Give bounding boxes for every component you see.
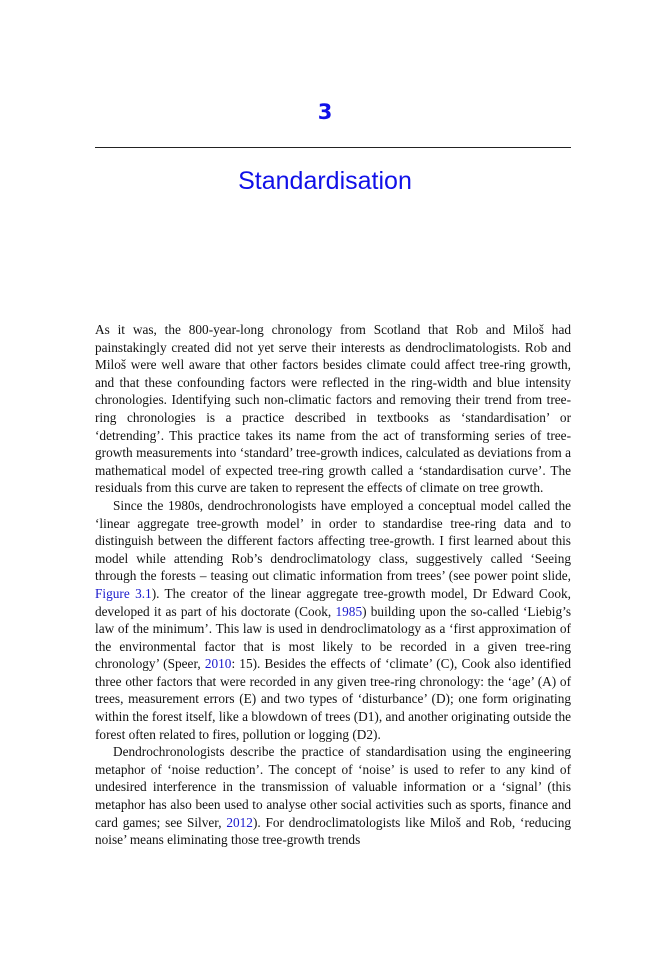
text-segment: Since the 1980s, dendrochronologists have employed a conceptual model called the ‘linear aggregate tree-growth model’ in order to standardise tree-ring data and to distinguish between the different factors affecting tree-growth. I first learned about this model while attending Rob’s dendroclimatology class, suggestively called ‘Seeing through the forests – teasing out climatic information from trees’ (see power point slide, [95,497,571,584]
text-segment: Dendrochronologists describe the practice of standardisation using the engineering metaphor of ‘noise reduction’. The concept of ‘noise’ is used to refer to any kind of undesired interference in the transmission of valuable information or a ‘signal’ (this metaphor has also been used to analyse other social activities such as sports, finance and card games; see Silver, [95,744,571,830]
chapter-title: Standardisation [238,167,412,195]
citation-2012-link[interactable]: 2012 [226,814,253,830]
citation-2010-link[interactable]: 2010 [204,656,232,672]
chapter-number: 3 [317,100,333,124]
paragraph-3 [95,743,571,849]
paragraph-1 [95,321,571,497]
figure-3-1-link[interactable]: Figure 3.1 [95,585,152,601]
chapter-divider [95,147,571,148]
text-segment: : 15). Besides the effects of ‘climate’ (C), Cook also identified three other factors that were recorded in any given tree-ring chronology: the ‘age’ (A) of trees, measurement errors (E) and two types of ‘disturbance’ (D); one form originating within the forest itself, like a blowdown of trees (D1), and another originating outside the forest often related to fires, pollution or logging (D2). [95,656,571,742]
text-segment: ). For dendroclimatologists like Miloš and Rob, ‘reducing noise’ means eliminating those tree-growth trends [95,814,572,848]
text-segment: ). The creator of the linear aggregate tree-growth model, Dr Edward Cook, developed it as part of his doctorate (Cook, [95,585,571,619]
citation-1985-link[interactable]: 1985 [335,603,363,619]
text-segment: ) building upon the so-called ‘Liebig’s law of the minimum’. This law is used in dendroclimatology as a ‘first approximation of the environmental factor that is most likely to be recorded in a given tree-ring chronology’ (Speer, [95,603,571,672]
body-text [95,321,571,849]
text-segment: As it was, the 800-year-long chronology from Scotland that Rob and Miloš had painstakingly created did not yet serve their interests as dendroclimatologists. Rob and Miloš were well aware that other factors besides climate could affect tree-ring growth, and that these confounding factors were reflected in the ring-width and blue intensity chronologies. Identifying such non-climatic factors and removing their trend from tree-ring chronologies is a practice described in textbooks as ‘standardisation’ or ‘detrending’. This practice takes its name from the act of transforming series of tree-growth measurements into ‘standard’ tree-growth indices, calculated as deviations from a mathematical model of expected tree-ring growth called a ‘standardisation curve’. The residuals from this curve are taken to represent the effects of climate on tree growth. [95,322,571,496]
paragraph-2 [95,497,571,743]
